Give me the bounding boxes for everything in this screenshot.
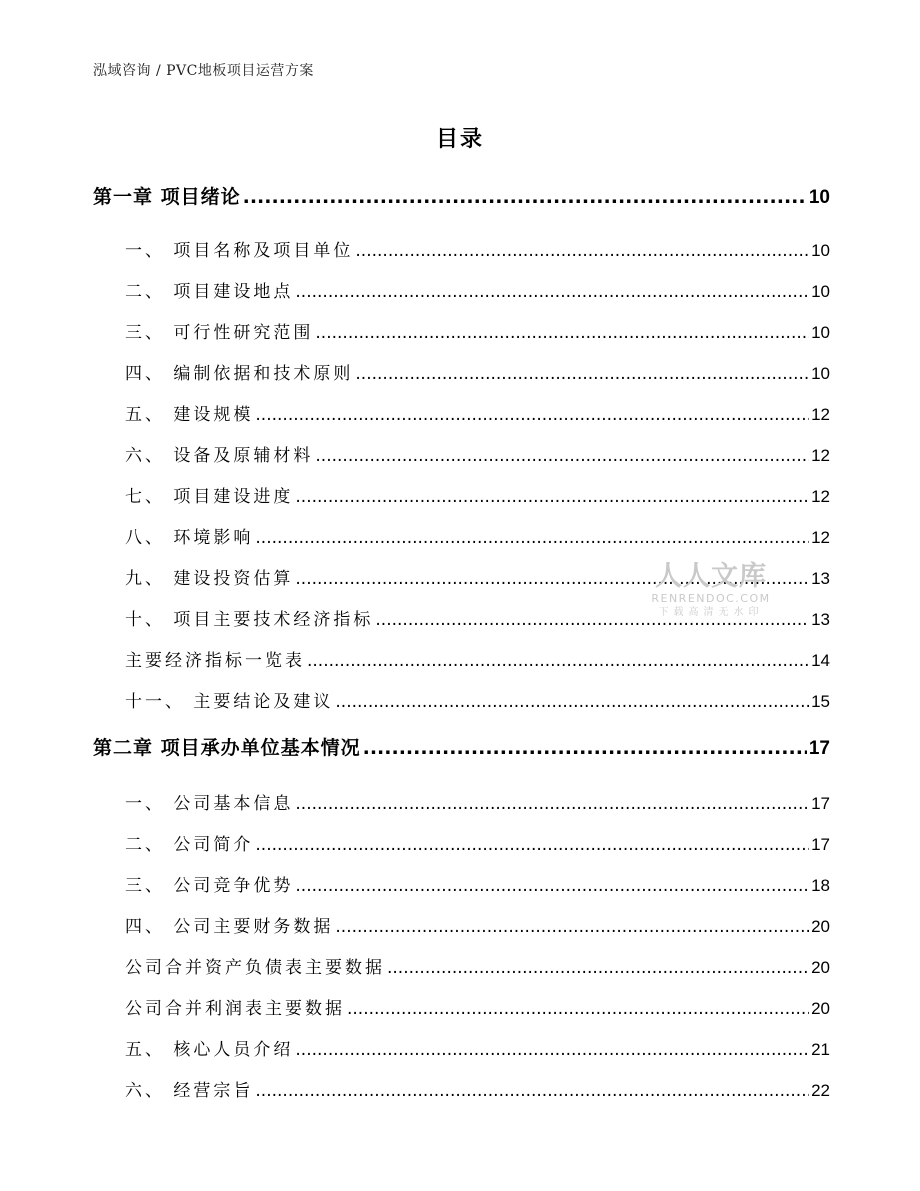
toc-leader-dots [295, 487, 809, 507]
toc-entry-label: 第一章 项目绪论 [93, 186, 241, 208]
toc-entry-label: 一、 项目名称及项目单位 [125, 241, 354, 261]
toc-entry-label: 三、 公司竞争优势 [125, 876, 294, 896]
toc-page-number: 14 [811, 651, 830, 670]
toc-leader-dots [315, 446, 809, 466]
toc-entry-label: 二、 公司简介 [125, 835, 254, 855]
toc-entry[interactable] [93, 830, 830, 856]
toc-entry[interactable] [93, 1035, 830, 1061]
toc-chapter-2[interactable] [93, 733, 830, 763]
toc-leader-dots [295, 876, 809, 896]
toc-page-number: 20 [811, 958, 830, 977]
toc-entry-label: 四、 公司主要财务数据 [125, 917, 334, 937]
toc-page-number: 13 [811, 569, 830, 588]
toc-leader-dots [335, 917, 809, 937]
toc-page-number: 18 [811, 876, 830, 895]
toc-entry[interactable] [93, 646, 830, 672]
watermark-url-text: RENRENDOC.COM [651, 592, 771, 605]
toc-leader-dots [295, 569, 809, 589]
toc-entry[interactable] [93, 277, 830, 303]
toc-page-number: 22 [811, 1081, 830, 1100]
toc-page-number: 10 [811, 364, 830, 383]
toc-leader-dots [315, 323, 809, 343]
watermark-sub-text: 下载高清无水印 [658, 607, 764, 618]
toc-entry-label: 二、 项目建设地点 [125, 282, 294, 302]
toc-page-number: 12 [811, 487, 830, 506]
toc-page-number: 10 [808, 187, 830, 208]
toc-entry[interactable] [93, 441, 830, 467]
toc-entry-label: 五、 核心人员介绍 [125, 1040, 294, 1060]
toc-leader-dots [347, 999, 809, 1019]
toc-entry-label: 六、 设备及原辅材料 [125, 446, 314, 466]
toc-entry-label: 四、 编制依据和技术原则 [125, 364, 354, 384]
toc-leader-dots [363, 737, 807, 759]
toc-page-number: 20 [811, 917, 830, 936]
toc-leader-dots [335, 692, 809, 712]
toc-entry[interactable] [93, 605, 830, 631]
toc-page-number: 12 [811, 528, 830, 547]
running-header: 泓域咨询 / PVC地板项目运营方案 [93, 63, 314, 79]
toc-page-number: 10 [811, 241, 830, 260]
toc-leader-dots [255, 528, 809, 548]
toc-page-number: 17 [808, 738, 830, 759]
toc-entry[interactable] [93, 482, 830, 508]
toc-title: 目录 [435, 127, 484, 152]
watermark-main-text: 人人文库 [655, 561, 767, 592]
toc-entry[interactable] [93, 523, 830, 549]
toc-page-number: 21 [811, 1040, 830, 1059]
toc-leader-dots [295, 794, 809, 814]
toc-entry-label: 主要经济指标一览表 [125, 651, 305, 671]
toc-page-number: 13 [811, 610, 830, 629]
toc-page-number: 20 [811, 999, 830, 1018]
toc-leader-dots [255, 1081, 809, 1101]
toc-entry-label: 一、 公司基本信息 [125, 794, 294, 814]
toc-page-number: 15 [811, 692, 830, 711]
toc-page-number: 17 [811, 794, 830, 813]
toc-leader-dots [307, 651, 809, 671]
toc-page-number: 12 [811, 446, 830, 465]
toc-entry[interactable] [93, 789, 830, 815]
toc-leader-dots [355, 241, 809, 261]
toc-entry-label: 三、 可行性研究范围 [125, 323, 314, 343]
toc-entry[interactable] [93, 912, 830, 938]
toc-leader-dots [255, 405, 809, 425]
toc-entry-label: 公司合并资产负债表主要数据 [125, 958, 385, 978]
toc-entry[interactable] [93, 561, 830, 592]
toc-leader-dots [243, 186, 807, 208]
toc-page-number: 10 [811, 323, 830, 342]
toc-leader-dots [295, 1040, 809, 1060]
toc-entry-label: 八、 环境影响 [125, 528, 254, 548]
toc-page-number: 12 [811, 405, 830, 424]
toc-entry[interactable] [93, 318, 830, 344]
toc-entry[interactable] [93, 994, 830, 1020]
toc-leader-dots [295, 282, 809, 302]
toc-entry[interactable] [93, 236, 830, 262]
toc-entry-label: 五、 建设规模 [125, 405, 254, 425]
toc-leader-dots [387, 958, 809, 978]
toc-entry[interactable] [93, 953, 830, 979]
toc-entry[interactable] [93, 1076, 830, 1102]
toc-page-number: 10 [811, 282, 830, 301]
toc-leader-dots [255, 835, 809, 855]
toc-entry-label: 公司合并利润表主要数据 [125, 999, 345, 1019]
toc-leader-dots [375, 610, 809, 630]
toc-entry-label: 十、 项目主要技术经济指标 [125, 610, 374, 630]
toc-entry-label: 十一、 主要结论及建议 [125, 692, 334, 712]
toc-page-number: 17 [811, 835, 830, 854]
toc-entry-label: 七、 项目建设进度 [125, 487, 294, 507]
toc-entry[interactable] [93, 400, 830, 426]
toc-entry-label: 第二章 项目承办单位基本情况 [93, 737, 361, 759]
toc-entry[interactable] [93, 871, 830, 897]
toc-leader-dots [355, 364, 809, 384]
toc-entry[interactable] [93, 687, 830, 713]
toc-entry-label: 九、 建设投资估算 [125, 569, 294, 589]
toc-chapter-1[interactable] [93, 182, 830, 212]
toc-entry-label: 六、 经营宗旨 [125, 1081, 254, 1101]
toc-entry[interactable] [93, 359, 830, 385]
